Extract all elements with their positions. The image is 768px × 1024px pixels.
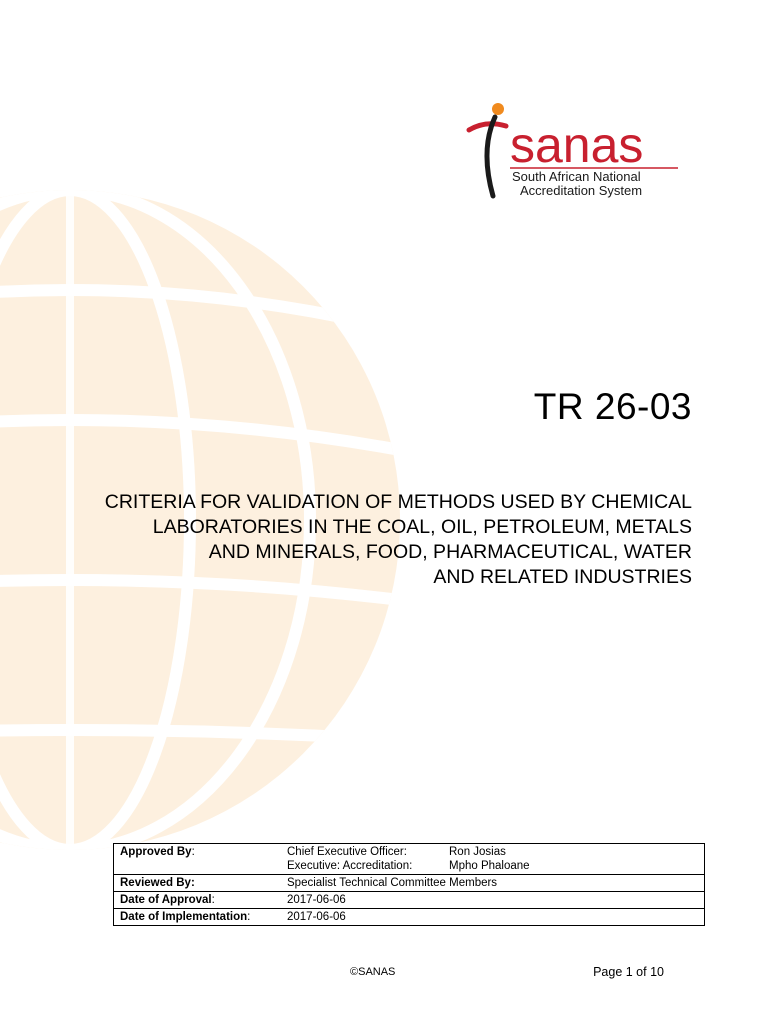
footer-page-number: Page 1 of 10	[593, 965, 664, 979]
logo-tagline-line1: South African National	[512, 169, 641, 184]
logo-dot-icon	[492, 103, 504, 115]
table-row-approved-by	[114, 844, 705, 875]
document-number: TR 26-03	[533, 386, 692, 427]
document-title	[70, 490, 692, 590]
title-line: AND MINERALS, FOOD, PHARMACEUTICAL, WATER	[208, 541, 692, 563]
date-of-approval-label: Date of Approval:	[114, 892, 282, 909]
approved-by-label: Approved By:	[114, 844, 282, 875]
reviewed-by-label: Reviewed By:	[114, 875, 282, 892]
approved-by-names	[443, 844, 705, 875]
logo-tagline-line2: Accreditation System	[520, 183, 643, 198]
approved-by-roles	[281, 844, 443, 875]
title-line: LABORATORIES IN THE COAL, OIL, PETROLEUM, METALS	[152, 516, 692, 538]
table-row-date-of-implementation	[114, 909, 705, 926]
approver-role: Executive: Accreditation:	[287, 860, 413, 872]
title-line: CRITERIA FOR VALIDATION OF METHODS USED BY CHEMICAL	[104, 491, 692, 513]
date-of-implementation-value: 2017-06-06	[281, 909, 705, 926]
approver-name: Mpho Phaloane	[449, 860, 530, 872]
reviewed-by-value: Specialist Technical Committee Members	[281, 875, 705, 892]
table-row-date-of-approval	[114, 892, 705, 909]
approval-table	[113, 843, 705, 926]
title-line: AND RELATED INDUSTRIES	[433, 566, 692, 588]
date-of-implementation-label: Date of Implementation:	[114, 909, 282, 926]
footer-copyright: ©SANAS	[350, 966, 396, 978]
table-row-reviewed-by	[114, 875, 705, 892]
sanas-logo	[466, 100, 681, 202]
date-of-approval-value: 2017-06-06	[281, 892, 705, 909]
approver-role: Chief Executive Officer:	[287, 846, 407, 858]
logo-brand-text: sanas	[510, 117, 644, 173]
sanas-logo-graphic	[466, 100, 681, 202]
approver-name: Ron Josias	[449, 846, 506, 858]
